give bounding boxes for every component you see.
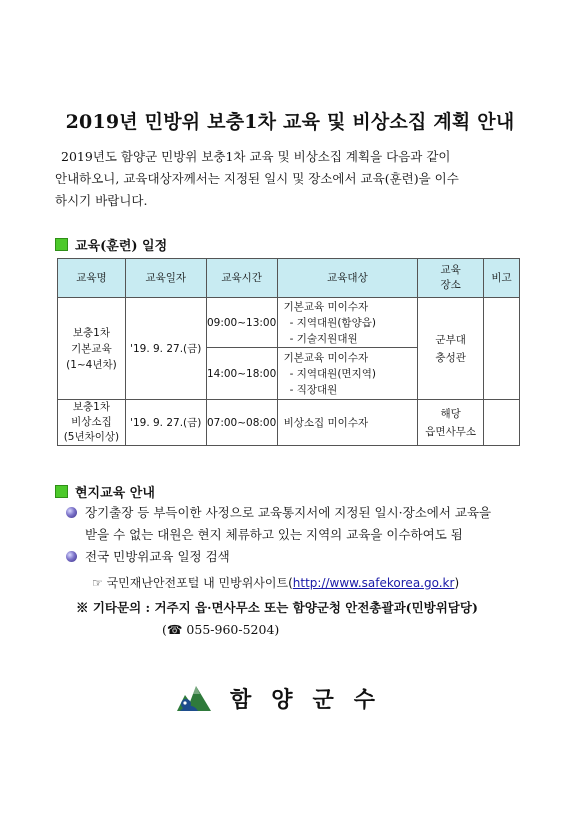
place-line: 충성관 bbox=[435, 351, 466, 364]
course-name-line: 보충1차 bbox=[72, 401, 110, 413]
course-name-cell bbox=[58, 400, 126, 446]
date-cell: '19. 9. 27.(금) bbox=[125, 400, 206, 446]
contact-phone: (☎ 055-960-5204) bbox=[162, 622, 280, 637]
schedule-table bbox=[57, 258, 520, 446]
issuer-footer bbox=[176, 682, 395, 714]
target-cell: 비상소집 미이수자 bbox=[277, 400, 418, 446]
place-cell bbox=[418, 298, 484, 400]
target-cell bbox=[277, 348, 418, 400]
header-place-line: 교육 bbox=[440, 264, 461, 276]
intro-line: 하시기 바랍니다. bbox=[55, 193, 148, 208]
course-name-line: 비상소집 bbox=[71, 416, 112, 428]
target-cell bbox=[277, 298, 418, 348]
bullet-text-continuation: 받을 수 없는 대원은 현지 체류하고 있는 지역의 교육을 이수하여도 됨 bbox=[85, 527, 463, 542]
purple-bullet-icon bbox=[66, 551, 77, 562]
date-cell: '19. 9. 27.(금) bbox=[125, 298, 206, 400]
target-item: - 지역대원(면지역) bbox=[289, 367, 376, 380]
header-cell: 비고 bbox=[484, 259, 520, 298]
table-row bbox=[58, 298, 520, 348]
hamyang-county-emblem-icon bbox=[176, 682, 212, 714]
place-line: 읍면사무소 bbox=[425, 425, 476, 438]
note-cell bbox=[484, 298, 520, 400]
course-name-line: (1~4년차) bbox=[66, 358, 117, 371]
list-item bbox=[66, 546, 536, 568]
intro-line: 안내하오니, 교육대상자께서는 지정된 일시 및 장소에서 교육(훈련)을 이수 bbox=[55, 171, 459, 186]
portal-line bbox=[92, 574, 459, 591]
section-title: 현지교육 안내 bbox=[75, 486, 155, 501]
bullet-text: 전국 민방위교육 일정 검색 bbox=[85, 549, 230, 564]
intro-paragraph bbox=[55, 146, 535, 212]
note-cell bbox=[484, 400, 520, 446]
portal-prefix: ☞ 국민재난안전포털 내 민방위사이트( bbox=[92, 576, 293, 590]
bullet-text: 장기출장 등 부득이한 사정으로 교육통지서에 지정된 일시·장소에서 교육을 bbox=[85, 505, 492, 520]
target-title: 기본교육 미이수자 bbox=[283, 351, 369, 364]
header-cell: 교육대상 bbox=[277, 259, 418, 298]
section-title: 교육(훈련) 일정 bbox=[75, 239, 168, 254]
table-header-row bbox=[58, 259, 520, 298]
course-name-cell bbox=[58, 298, 126, 400]
safekorea-link[interactable]: http://www.safekorea.go.kr bbox=[292, 576, 455, 590]
target-title: 기본교육 미이수자 bbox=[283, 300, 369, 313]
place-line: 군부대 bbox=[435, 333, 466, 346]
target-item: - 직장대원 bbox=[289, 383, 338, 396]
target-item: - 지역대원(함양읍) bbox=[289, 316, 376, 329]
header-cell: 교육일자 bbox=[125, 259, 206, 298]
target-item: - 기술지원대원 bbox=[289, 332, 358, 345]
header-place-line: 장소 bbox=[440, 279, 461, 291]
issuer-name: 함양군수 bbox=[230, 687, 396, 713]
page-title: 2019년 민방위 보충1차 교육 및 비상소집 계획 안내 bbox=[65, 111, 515, 133]
course-name-line: 보충1차 bbox=[72, 326, 110, 339]
table-row bbox=[58, 400, 520, 446]
section-heading-local bbox=[55, 482, 155, 501]
time-cell: 14:00~18:00 bbox=[206, 348, 277, 400]
header-cell: 교육명 bbox=[58, 259, 126, 298]
header-cell: 교육시간 bbox=[206, 259, 277, 298]
time-cell: 07:00~08:00 bbox=[206, 400, 277, 446]
section-heading-schedule bbox=[55, 235, 167, 254]
green-square-icon bbox=[55, 238, 68, 251]
list-item bbox=[66, 502, 536, 524]
time-cell: 09:00~13:00 bbox=[206, 298, 277, 348]
header-cell bbox=[418, 259, 484, 298]
intro-line: 2019년도 함양군 민방위 보충1차 교육 및 비상소집 계획을 다음과 같이 bbox=[61, 149, 451, 164]
green-square-icon bbox=[55, 485, 68, 498]
place-cell bbox=[418, 400, 484, 446]
local-education-list bbox=[66, 502, 536, 568]
contact-info: ※ 기타문의 : 거주지 읍·면사무소 또는 함양군청 안전총괄과(민방위담당) bbox=[76, 600, 478, 615]
course-name-line: 기본교육 bbox=[71, 342, 112, 355]
portal-suffix: ) bbox=[454, 576, 460, 590]
place-line: 해당 bbox=[440, 407, 461, 420]
purple-bullet-icon bbox=[66, 507, 77, 518]
course-name-line: (5년차이상) bbox=[63, 431, 120, 443]
